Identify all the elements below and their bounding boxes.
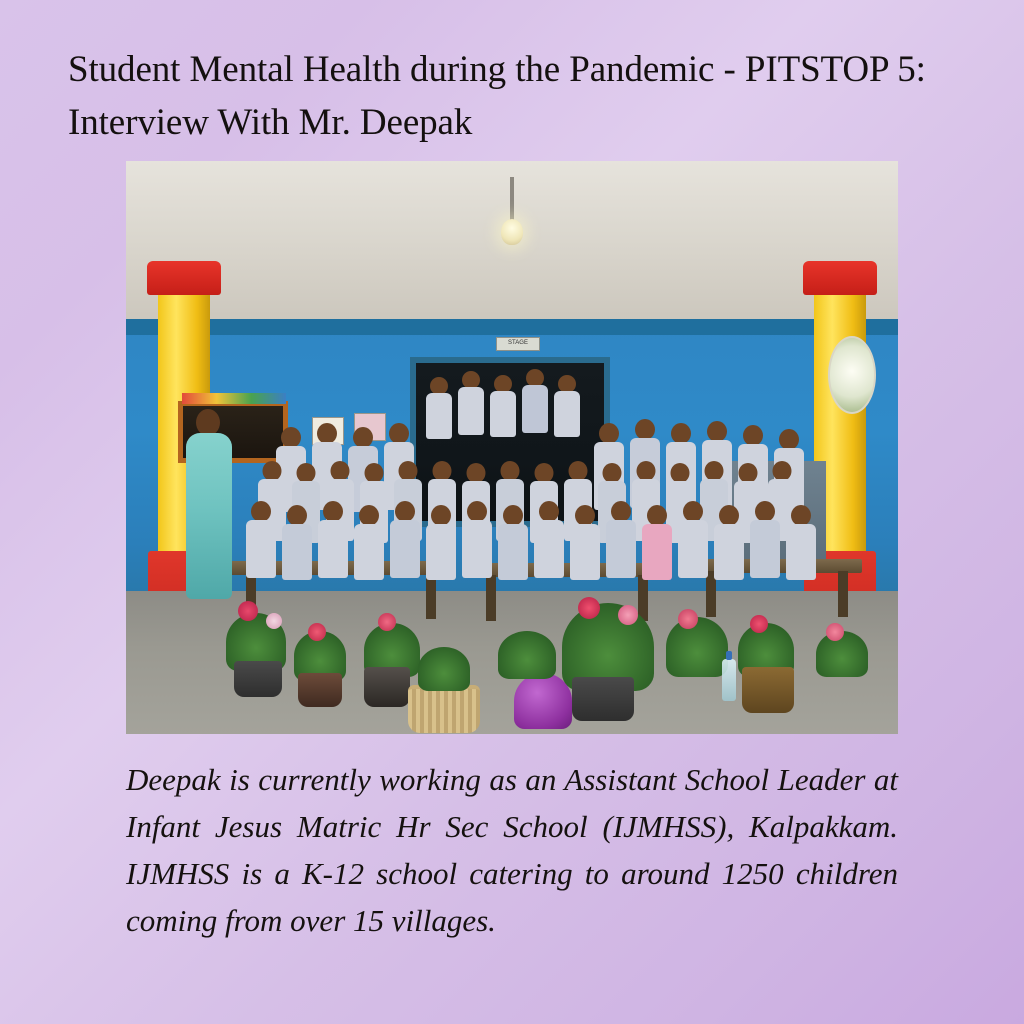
foliage [418,647,470,691]
flower [826,623,844,641]
flower-pot [364,667,410,707]
pillar-left-capital [147,261,221,295]
ceiling-bulb [501,219,523,245]
student-figure [678,501,708,575]
foliage [666,617,728,677]
flower [578,597,600,619]
student-figure [354,505,384,577]
wall-poster [828,336,876,414]
teacher-head [196,409,220,436]
student-figure [714,505,744,577]
group-photo [126,161,898,734]
student-figure [570,505,600,577]
student-figure [282,505,312,577]
student-figure [534,501,564,575]
student-figure [318,501,348,575]
flower [238,601,258,621]
flower [750,615,768,633]
flower [618,605,638,625]
photo-caption: Deepak is currently working as an Assistant School Leader at Infant Jesus Matric Hr Sec School (IJMHSS), Kalpakkam. IJMHSS is a K-12 school catering to around 1250 children coming from over 15 villages. [126,762,898,939]
flower-pot [234,661,282,697]
water-bottle [722,659,736,701]
student-figure [458,371,484,433]
flower [378,613,396,631]
pillar-right-capital [803,261,877,295]
student-figure [522,369,548,431]
student-figure [246,501,276,575]
teacher-saree [186,433,232,599]
student-figure [786,505,816,577]
student-figure [498,505,528,577]
flower-pot [742,667,794,713]
blackboard-top-strip [182,393,286,404]
student-figure [426,505,456,577]
wall-band [126,319,898,335]
student-figure [606,501,636,575]
student-figure [390,501,420,575]
foliage [816,631,868,677]
student-figure [462,501,492,575]
student-figure [750,501,780,575]
bench [466,563,666,577]
bench-leg [486,575,496,621]
flower [678,609,698,629]
foliage [498,631,556,679]
stage-sign: STAGE [496,337,540,351]
flower [308,623,326,641]
page-title: Student Mental Health during the Pandemic - PITSTOP 5: Interview With Mr. Deepak [68,49,926,143]
student-figure [490,375,516,435]
flower-basket [408,685,480,733]
student-figure [426,377,452,437]
flower [266,613,282,629]
student-figure [554,375,580,435]
photo-scene [126,161,898,734]
student-figure [642,505,672,577]
teacher-figure [182,409,236,599]
bench-leg [838,571,848,617]
flower-pot [572,677,634,721]
ceiling-lamp-cord [510,177,514,223]
flower-pot [298,673,342,707]
